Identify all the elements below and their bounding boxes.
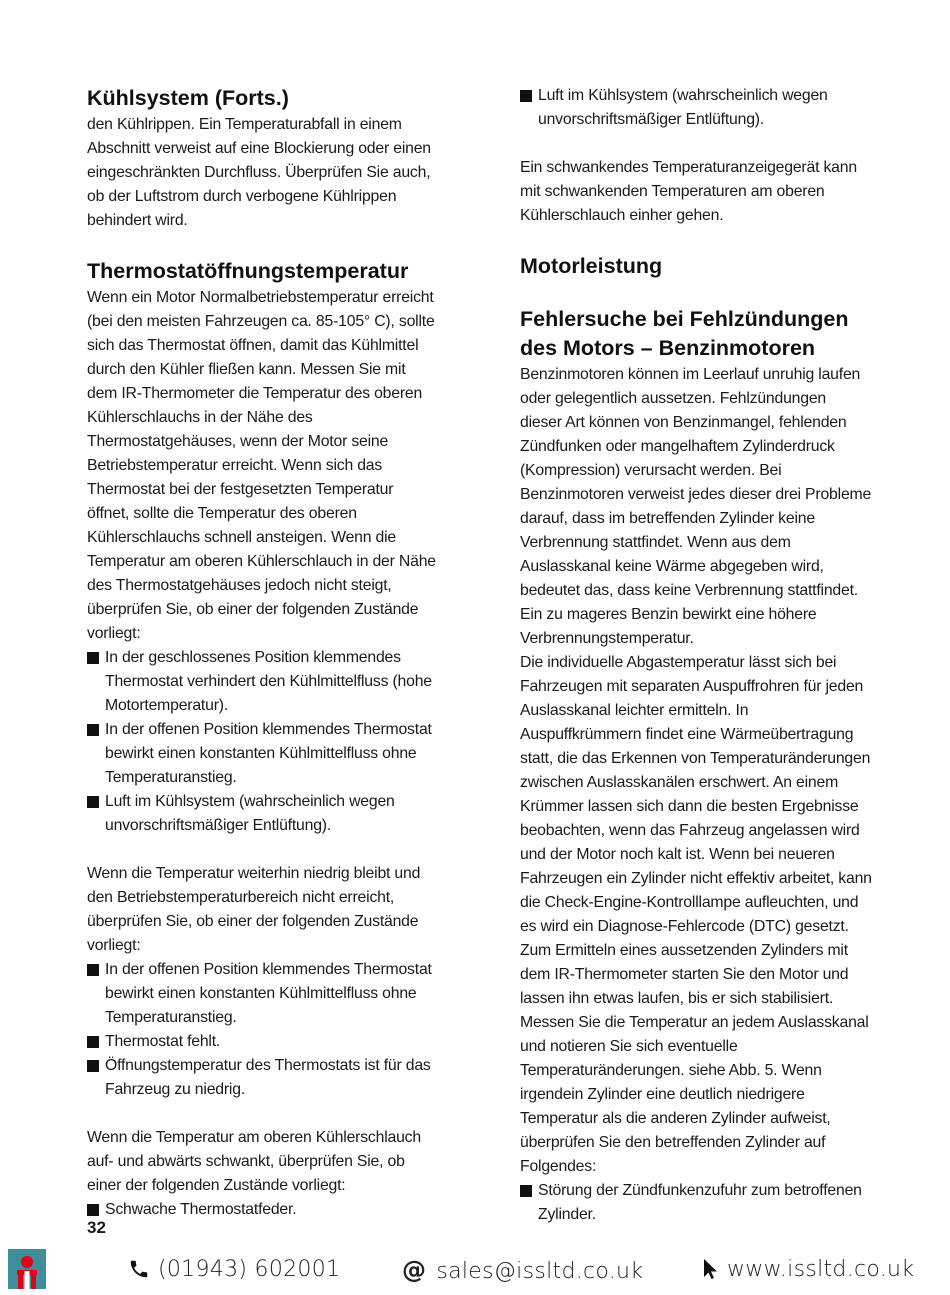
paragraph: Zum Ermitteln eines aussetzenden Zylinders mit dem IR-Thermometer starten Sie den Motor und lassen ihn etwas laufen, bis er sich stabilisiert. Messen Sie die Temperatur an jedem Auslasskanal und notieren Sie sich eventuelle Temperaturänderungen. siehe Abb. 5. Wenn irgendein Zylinder eine deutlich niedrigere Temperatur als die anderen Zylinder aufweist, überprüfen Sie den betreffenden Zylinder auf Folgendes:: [520, 942, 869, 1175]
bullet-square-icon: [87, 1204, 99, 1216]
paragraph: Wenn die Temperatur weiterhin niedrig bleibt und den Betriebstemperaturbereich nicht erreicht, überprüfen Sie, ob einer der folgenden Zustände vorliegt:: [87, 865, 421, 954]
spacer: [87, 838, 439, 862]
bullet-square-icon: [520, 90, 532, 102]
footer: [0, 1245, 950, 1295]
list-item: Schwache Thermostatfeder.: [87, 1198, 439, 1222]
footer-website[interactable]: [703, 1257, 914, 1283]
spacer: [520, 132, 872, 156]
section-heading-fehlersuche: Fehlersuche bei Fehlzündungen des Motors – Benzinmotoren: [520, 307, 849, 360]
spacer: [87, 233, 439, 257]
list-item: Störung der Zündfunkenzufuhr zum betroffenen Zylinder.: [520, 1179, 872, 1227]
cursor-icon: [703, 1258, 719, 1280]
company-logo-icon: [8, 1249, 46, 1289]
section-heading-motorleistung: Motorleistung: [520, 254, 663, 278]
spacer: [520, 281, 872, 305]
bullet-square-icon: [87, 652, 99, 664]
list-item: Öffnungstemperatur des Thermostats ist für das Fahrzeug zu niedrig.: [87, 1054, 439, 1102]
bullet-square-icon: [87, 724, 99, 736]
bullet-list: [520, 84, 872, 132]
footer-phone[interactable]: [128, 1257, 340, 1283]
list-item: Thermostat fehlt.: [87, 1030, 439, 1054]
paragraph: Wenn die Temperatur am oberen Kühlerschlauch auf- und abwärts schwankt, überprüfen Sie, ob einer der folgenden Zustände vorliegt:: [87, 1129, 421, 1194]
spacer: [87, 1102, 439, 1126]
spacer: [520, 228, 872, 252]
list-item: In der offenen Position klemmendes Thermostat bewirkt einen konstanten Kühlmittelfluss ohne Temperaturanstieg.: [87, 718, 439, 790]
list-item: Luft im Kühlsystem (wahrscheinlich wegen unvorschriftsmäßiger Entlüftung).: [520, 84, 872, 132]
page-number: 32: [87, 1218, 106, 1237]
list-item: Luft im Kühlsystem (wahrscheinlich wegen unvorschriftsmäßiger Entlüftung).: [87, 790, 439, 838]
bullet-square-icon: [520, 1185, 532, 1197]
footer-email[interactable]: [402, 1257, 643, 1285]
website-url: www.issltd.co.uk: [727, 1257, 915, 1282]
paragraph: Ein schwankendes Temperaturanzeigegerät kann mit schwankenden Temperaturen am oberen Kühlerschlauch einher gehen.: [520, 159, 857, 224]
paragraph: Wenn ein Motor Normalbetriebstemperatur erreicht (bei den meisten Fahrzeugen ca. 85-105° C), sollte sich das Thermostat öffnen, damit das Kühlmittel durch den Kühler fließen kann. Messen Sie mit dem IR-Thermometer die Temperatur des oberen Kühlerschlauchs in der Nähe des Thermostatgehäuses, wenn der Motor seine Betriebstemperatur erreicht. Wenn sich das Thermostat bei der festgesetzten Temperatur öffnet, sollte die Temperatur des oberen Kühlerschlauchs schnell ansteigen. Wenn die Temperatur am oberen Kühlerschlauch in der Nähe des Thermostatgehäuses jedoch nicht steigt, überprüfen Sie, ob einer der folgenden Zustände vorliegt:: [87, 289, 436, 642]
bullet-list: [520, 1179, 872, 1227]
list-item: In der geschlossenes Position klemmendes Thermostat verhindert den Kühlmittelfluss (hohe Motortemperatur).: [87, 646, 439, 718]
at-icon: @: [402, 1256, 427, 1284]
section-heading-thermostat: Thermostatöffnungstemperatur: [87, 259, 409, 283]
email-address: sales@issltd.co.uk: [436, 1259, 644, 1284]
list-item: In der offenen Position klemmendes Thermostat bewirkt einen konstanten Kühlmittelfluss ohne Temperaturanstieg.: [87, 958, 439, 1030]
paragraph: den Kühlrippen. Ein Temperaturabfall in einem Abschnitt verweist auf eine Blockierung oder einen eingeschränkten Durchfluss. Überprüfen Sie auch, ob der Luftstrom durch verbogene Kühlrippen behindert wird.: [87, 116, 431, 229]
section-heading-kuehlsystem: Kühlsystem (Forts.): [87, 86, 289, 110]
bullet-square-icon: [87, 796, 99, 808]
phone-number: (01943) 602001: [158, 1257, 341, 1282]
paragraph: Benzinmotoren können im Leerlauf unruhig laufen oder gelegentlich aussetzen. Fehlzündungen dieser Art können von Benzinmangel, fehlenden Zündfunken oder mangelhaftem Zylinderdruck (Kompression) verursacht werden. Bei Benzinmotoren verweist jedes dieser drei Probleme darauf, dass im betreffenden Zylinder keine Verbrennung stattfindet. Wenn aus dem Auslasskanal keine Wärme abgegeben wird, bedeutet das, dass keine Verbrennung stattfindet. Ein zu mageres Benzin bewirkt eine höhere Verbrennungstemperatur.: [520, 366, 872, 647]
bullet-square-icon: [87, 1036, 99, 1048]
phone-icon: [128, 1258, 150, 1280]
bullet-list: [87, 958, 439, 1102]
left-column: [87, 84, 439, 1222]
bullet-list: [87, 646, 439, 838]
right-column: [520, 84, 872, 1227]
bullet-square-icon: [87, 1060, 99, 1072]
paragraph: Die individuelle Abgastemperatur lässt sich bei Fahrzeugen mit separaten Auspuffrohren für jeden Auslasskanal leichter ermitteln. In Auspuffkrümmern findet eine Wärmeübertragung statt, die das Erkennen von Temperaturänderungen zwischen Auslasskanälen erschwert. An einem Krümmer lassen sich dann die besten Ergebnisse beobachten, wenn das Fahrzeug angelassen wird und der Motor noch kalt ist. Wenn bei neueren Fahrzeugen ein Zylinder nicht effektiv arbeitet, kann die Check-Engine-Kontrolllampe aufleuchten, und es wird ein Diagnose-Fehlercode (DTC) gesetzt.: [520, 654, 872, 935]
bullet-list: [87, 1198, 439, 1222]
bullet-square-icon: [87, 964, 99, 976]
